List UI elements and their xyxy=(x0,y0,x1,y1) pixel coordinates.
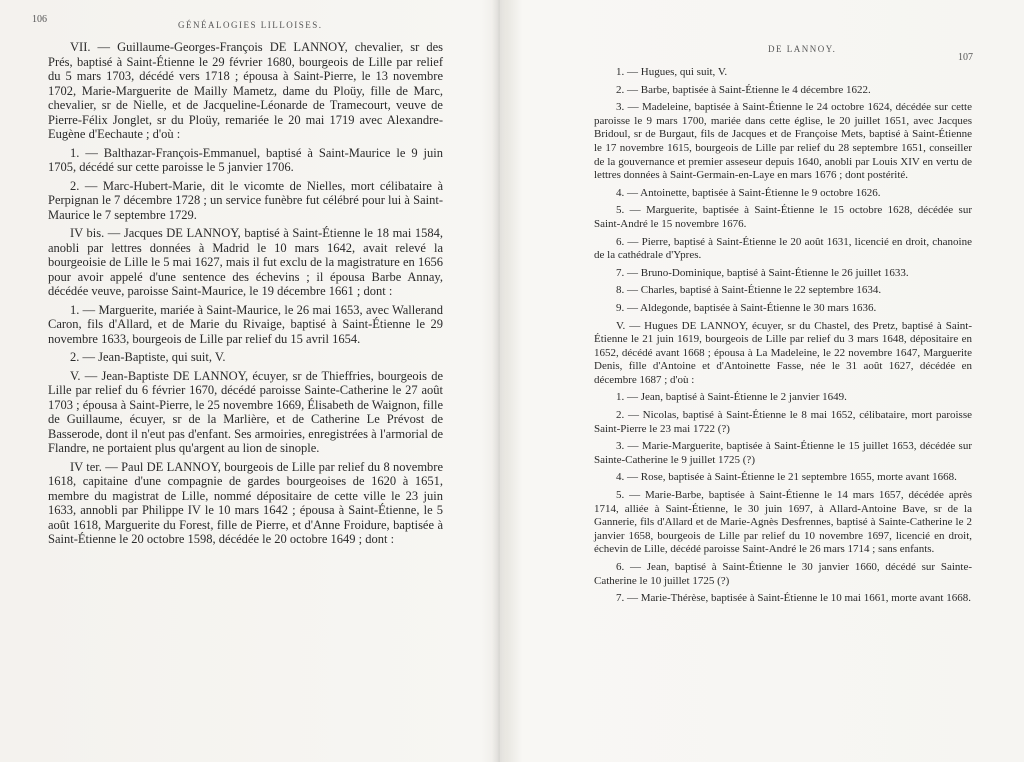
paragraph-text: Marie-Barbe, baptisée à Saint-Étienne le 14 mars 1657, décédée après 1714, alliée à Saint-Étienne, le 30 juin 1697, à Allard-Antoine Bave, sr de la Gannerie, fils d'Allard et de Marie-Agnès Desfrennes, baptisé à Sainte-Catherine le 2 janvier 1658, bourgeois de Lille par relief du 10 novembre 1697, licencié en droit, échevin de Lille, décédé paroisse Saint-André le 26 mars 1714 ; sans enfants. xyxy=(594,489,972,556)
paragraph-text: Barbe, baptisée à Saint-Étienne le 4 décembre 1622. xyxy=(640,83,871,96)
paragraph-text: Jacques DE LANNOY, baptisé à Saint-Étienne le 18 mai 1584, anobli par lettres données à Madrid le 10 mars 1642, avait relevé la bourgeoisie de Lille le 5 mai 1627, mais il fut exclu de la magistrature en 1656 pour avoir appelé d'une sentence des échevins ; il épousa Barbe Annay, décédée veuve, paroisse Saint-Maurice, le 19 décembre 1661 ; dont : xyxy=(48,226,444,298)
paragraph-text: Jean, baptisé à Saint-Étienne le 2 janvier 1649. xyxy=(640,391,847,404)
paragraph-marker: 1. — xyxy=(70,302,99,317)
paragraph xyxy=(594,471,972,485)
paragraph-marker: IV bis. — xyxy=(70,226,124,240)
paragraph xyxy=(48,40,443,142)
paragraph-text: Balthazar-François-Emmanuel, baptisé à Saint-Maurice le 9 juin 1705, décédé sur cette paroisse le 5 janvier 1706. xyxy=(48,145,443,174)
paragraph-text: Hugues, qui suit, V. xyxy=(640,66,728,78)
paragraph xyxy=(594,284,972,298)
paragraph xyxy=(594,267,972,281)
paragraph-text: Nicolas, baptisé à Saint-Étienne le 8 mai 1652, célibataire, mort paroisse Saint-Pierre le 23 mai 1722 (?) xyxy=(594,409,972,435)
paragraph-text: Jean-Baptiste DE LANNOY, écuyer, sr de Thieffries, bourgeois de Lille par relief du 6 février 1670, décédé paroisse Sainte-Catherine le 27 août 1703 ; épousa à Saint-Pierre, le 25 novembre 1669, Élisabeth de Waignon, fille de Guillaume, écuyer, sr de la Marlière, et de Catherine Le Prévost de Basserode, dont il n'eut pas d'enfant. Ses armoiries, enregistrées à l'armorial de Flandre, ne portaient plus qu'argent au lion de sinople. xyxy=(48,368,443,455)
left-page-text xyxy=(48,40,443,551)
paragraph xyxy=(594,320,972,388)
page-number-left: 106 xyxy=(32,14,47,25)
paragraph-text: Paul DE LANNOY, bourgeois de Lille par relief du 8 novembre 1618, capitaine d'une compagnie de gardes bourgeoises de 1620 à 1651, membre du magistrat de Lille, nommé dépositaire de cette ville le 23 juin 1633, annobli par Philippe IV le 10 mars 1642 ; épousa à Saint-Étienne, le 5 août 1618, Marguerite du Forest, fille de Pierre, et d'Anne Froidure, baptisée à Saint-Étienne le 20 octobre 1598, décédée le 20 octobre 1649 ; dont : xyxy=(48,459,443,546)
paragraph-text: Antoinette, baptisée à Saint-Étienne le 9 octobre 1626. xyxy=(640,186,881,199)
paragraph-text: Marie-Marguerite, baptisée à Saint-Étienne le 15 juillet 1653, décédée sur Sainte-Catherine le 9 juillet 1725 (?) xyxy=(594,440,972,466)
paragraph xyxy=(594,204,972,231)
book-gutter xyxy=(492,0,506,762)
paragraph-marker: 5. — xyxy=(616,204,646,217)
paragraph xyxy=(594,66,972,80)
running-head-right: DE LANNOY. xyxy=(768,44,837,54)
paragraph-marker: 2. — xyxy=(70,350,99,364)
paragraph-text: Madeleine, baptisée à Saint-Étienne le 24 octobre 1624, décédée sur cette paroisse le 9 mars 1700, mariée dans cette église, le 20 juillet 1651, avec Jacques Bridoul, sr de Burgaut, fils de Jacques et de Françoise Mets, baptisé à Saint-Étienne le 17 novembre 1615, bourgeois de Lille par relief du 28 septembre 1651, conseiller de la gouvernance et premier asseseur depuis 1640, anobli par Louis XIV en vertu de lettres données à Saint-Germain-en-Laye en mars 1676 ; dont postérité. xyxy=(594,101,972,182)
paragraph-marker: 7. — xyxy=(616,266,641,279)
paragraph xyxy=(594,391,972,405)
paragraph xyxy=(594,440,972,467)
paragraph xyxy=(594,489,972,557)
paragraph-marker: 4. — xyxy=(616,186,641,199)
paragraph-text: Pierre, baptisé à Saint-Étienne le 20 août 1631, licencié en droit, chanoine de la cathédrale d'Ypres. xyxy=(594,235,972,262)
running-head-left: GÉNÉALOGIES LILLOISES. xyxy=(178,20,323,30)
paragraph-marker: 3. — xyxy=(616,440,642,453)
paragraph xyxy=(594,187,972,201)
paragraph-marker: 1. — xyxy=(616,391,641,404)
paragraph-text: Guillaume-Georges-François DE LANNOY, chevalier, sr des Prés, baptisé à Saint-Étienne le 29 février 1680, bourgeois de Lille par relief du 5 mars 1703, décédé vers 1718 ; épousa à Saint-Pierre, le 13 novembre 1702, Marie-Marguerite de Mailly Mametz, dame du Ploüy, fille de Marc, chevalier, sr de Nielle, et de Jacqueline-Léonarde de Tramecourt, veuve de Pierre-Félix Jonglet, sr du Ploüy, remariée le 20 mai 1719 avec Alexandre-Eugène d'Eechaute ; d'où : xyxy=(48,40,443,141)
paragraph xyxy=(48,303,443,347)
paragraph-marker: V. — xyxy=(70,368,102,383)
paragraph xyxy=(594,101,972,183)
paragraph xyxy=(594,561,972,588)
paragraph-marker: VII. — xyxy=(70,40,118,54)
paragraph-text: Jean-Baptiste, qui suit, V. xyxy=(98,350,226,364)
paragraph-marker: 6. — xyxy=(616,235,642,248)
paragraph-marker: 2. — xyxy=(70,178,103,193)
paragraph-text: Charles, baptisé à Saint-Étienne le 22 septembre 1634. xyxy=(640,284,882,297)
paragraph-marker: 9. — xyxy=(616,301,641,314)
paragraph-marker: 7. — xyxy=(616,592,641,605)
paragraph xyxy=(48,350,443,365)
paragraph-text: Marguerite, mariée à Saint-Maurice, le 26 mai 1653, avec Wallerand Caron, fils d'Allard, et de Marie du Rivaige, baptisé à Saint-Étienne le 29 novembre 1633, bourgeois de Lille par relief du 15 avril 1654. xyxy=(48,302,444,346)
paragraph-text: Jean, baptisé à Saint-Étienne le 30 janvier 1660, décédé sur Sainte-Catherine le 10 juillet 1725 (?) xyxy=(594,561,972,587)
paragraph xyxy=(48,179,443,223)
paragraph-marker: 1. — xyxy=(616,66,641,78)
paragraph-text: Marie-Thérèse, baptisée à Saint-Étienne le 10 mai 1661, morte avant 1668. xyxy=(640,592,971,605)
paragraph-text: Marguerite, baptisée à Saint-Étienne le 15 octobre 1628, décédée sur Saint-André le 15 novembre 1676. xyxy=(594,204,972,230)
paragraph xyxy=(594,592,972,606)
paragraph-text: Hugues DE LANNOY, écuyer, sr du Chastel, des Pretz, baptisé à Saint-Étienne le 21 juin 1619, bourgeois de Lille par relief du 3 mars 1648, dépositaire en 1652, décédé avant 1668 ; épousa à La Madeleine, le 22 novembre 1647, Marguerite Denis, fille d'Antoine et d'Antoinette Fasse, née le 31 août 1627, décédée en décembre 1687 ; d'où : xyxy=(594,319,972,386)
paragraph-text: Aldegonde, baptisée à Saint-Étienne le 30 mars 1636. xyxy=(640,301,877,314)
paragraph-text: Bruno-Dominique, baptisé à Saint-Étienne le 26 juillet 1633. xyxy=(640,266,909,279)
paragraph-marker: 2. — xyxy=(616,409,643,422)
paragraph-text: Rose, baptisée à Saint-Étienne le 21 septembre 1655, morte avant 1668. xyxy=(640,471,957,484)
paragraph xyxy=(48,146,443,175)
paragraph xyxy=(594,84,972,98)
paragraph xyxy=(48,460,443,547)
paragraph-marker: IV ter. — xyxy=(70,459,122,474)
paragraph xyxy=(594,236,972,263)
right-page-text xyxy=(594,66,972,610)
paragraph-marker: 4. — xyxy=(616,471,641,484)
paragraph-text: Marc-Hubert-Marie, dit le vicomte de Nielles, mort célibataire à Perpignan le 7 décembre 1728 ; un service funèbre fut célébré pour lui à Saint-Maurice le 7 septembre 1729. xyxy=(48,178,443,222)
right-page xyxy=(506,0,1024,762)
paragraph-marker: 6. — xyxy=(616,561,647,573)
paragraph-marker: V. — xyxy=(616,319,645,332)
paragraph-marker: 2. — xyxy=(616,83,641,96)
left-page xyxy=(0,0,492,762)
page-number-right: 107 xyxy=(958,52,973,63)
paragraph-marker: 1. — xyxy=(70,145,104,160)
paragraph xyxy=(48,226,443,299)
paragraph xyxy=(594,302,972,316)
paragraph xyxy=(594,409,972,436)
paragraph xyxy=(48,369,443,456)
paragraph-marker: 8. — xyxy=(616,284,641,297)
paragraph-marker: 3. — xyxy=(616,101,642,114)
paragraph-marker: 5. — xyxy=(616,489,645,502)
